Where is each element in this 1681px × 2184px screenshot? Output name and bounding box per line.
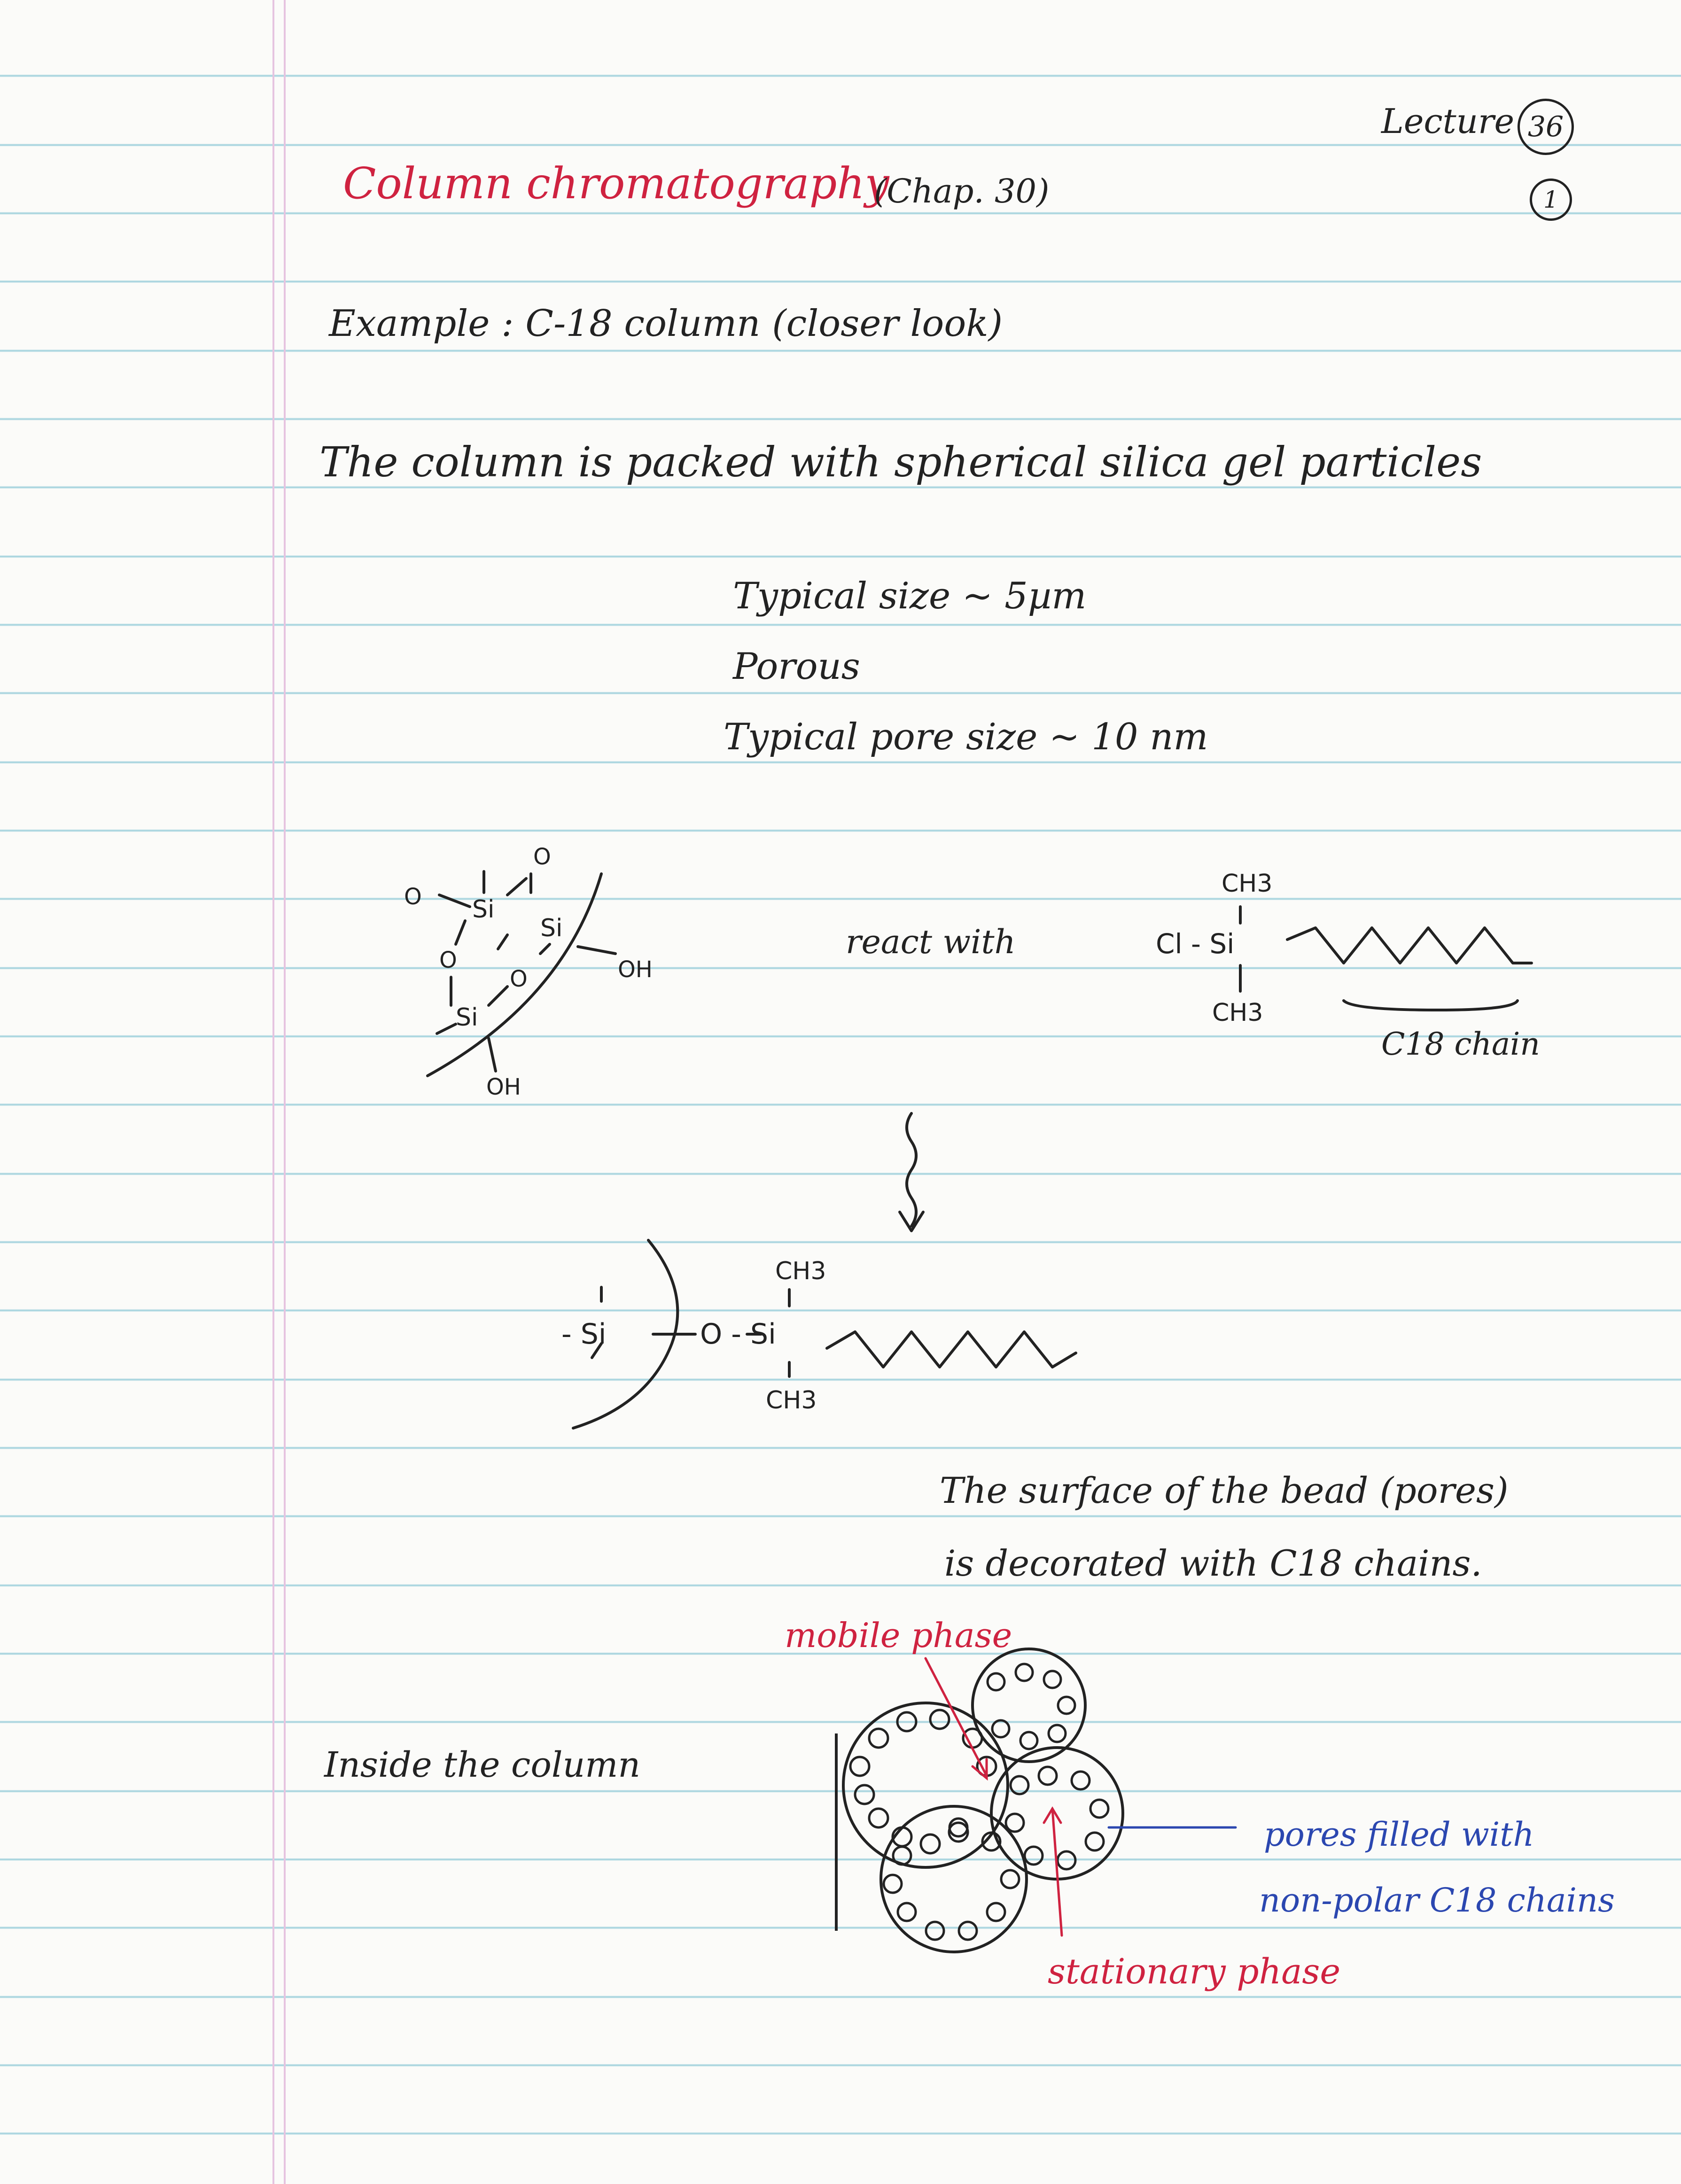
silica-si-bottom: Si xyxy=(456,1003,478,1032)
product-o-si: O - Si xyxy=(700,1318,776,1351)
surface-note-line-2: is decorated with C18 chains. xyxy=(944,1542,1482,1584)
property-porous: Porous xyxy=(733,645,860,688)
silica-o-mid: O xyxy=(510,966,528,992)
silica-si-top: Si xyxy=(472,895,495,924)
lecture-number: 36 xyxy=(1527,110,1564,143)
mobile-phase-label: mobile phase xyxy=(785,1616,1012,1655)
react-with-label: react with xyxy=(846,923,1016,961)
page-title: Column chromatography xyxy=(343,158,889,209)
surface-note-line-1: The surface of the bead (pores) xyxy=(940,1469,1509,1511)
silica-o-mid-left: O xyxy=(439,947,457,973)
example-line: Example : C-18 column (closer look) xyxy=(329,303,1003,345)
product-si-surface: - Si xyxy=(561,1318,607,1351)
product-ch3-bottom: CH3 xyxy=(766,1386,817,1415)
product-ch3-top: CH3 xyxy=(775,1257,826,1285)
property-pore-size: Typical pore size ~ 10 nm xyxy=(724,716,1208,758)
silica-o-top: O xyxy=(533,844,551,870)
reagent-ch3-bottom: CH3 xyxy=(1212,999,1263,1027)
stationary-phase-arrow xyxy=(1052,1809,1062,1935)
silica-o-left: O xyxy=(404,884,422,910)
inside-column-label: Inside the column xyxy=(324,1745,641,1785)
c18-chain-label: C18 chain xyxy=(1381,1026,1540,1062)
silica-oh-right: OH xyxy=(618,956,653,983)
property-size: Typical size ~ 5µm xyxy=(733,575,1087,617)
reagent-cl-si: Cl - Si xyxy=(1156,928,1235,960)
bead-pores xyxy=(850,1664,1108,1940)
reagent-ch3-top: CH3 xyxy=(1222,870,1273,898)
page-number: 1 xyxy=(1543,186,1558,213)
lecture-label: Lecture xyxy=(1381,101,1515,141)
mobile-phase-arrow xyxy=(926,1658,987,1776)
intro-sentence: The column is packed with spherical silica gel particles xyxy=(319,438,1482,486)
stationary-phase-label: stationary phase xyxy=(1048,1951,1341,1992)
silica-oh-bottom: OH xyxy=(486,1074,521,1100)
pores-label-line-1: pores filled with xyxy=(1264,1815,1534,1854)
pores-label-line-2: non-polar C18 chains xyxy=(1259,1881,1615,1920)
silica-si-right: Si xyxy=(540,914,563,942)
chapter-reference: (Chap. 30) xyxy=(874,172,1050,210)
